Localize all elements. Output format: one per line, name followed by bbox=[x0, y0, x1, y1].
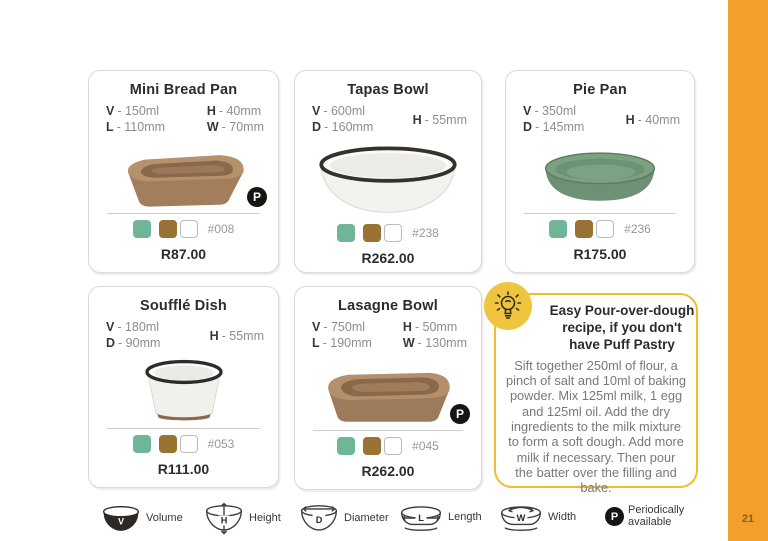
spec-volume: V - 180ml bbox=[106, 320, 160, 334]
product-code: #008 bbox=[207, 222, 235, 236]
legend-height bbox=[203, 501, 281, 537]
spec-width: W - 70mm bbox=[206, 120, 264, 134]
color-swatch-teal bbox=[133, 435, 151, 453]
svg-text:D: D bbox=[315, 515, 323, 526]
product-title: Lasagne Bowl bbox=[338, 298, 438, 314]
product-specs bbox=[295, 314, 481, 352]
periodically-available-badge: P bbox=[450, 404, 470, 424]
spec-length: L - 190mm bbox=[312, 336, 372, 350]
height-icon bbox=[203, 501, 245, 537]
color-swatch-white bbox=[180, 220, 198, 238]
lightbulb-icon bbox=[484, 282, 532, 330]
color-swatch-teal bbox=[549, 220, 567, 238]
legend-label: Height bbox=[249, 512, 281, 525]
product-image-souffle-dish bbox=[89, 352, 278, 428]
color-swatch-white bbox=[180, 435, 198, 453]
recipe-tip-box bbox=[494, 293, 698, 496]
legend-label: Volume bbox=[146, 512, 183, 525]
spec-diameter: D - 145mm bbox=[523, 120, 585, 134]
product-title: Soufflé Dish bbox=[140, 298, 227, 314]
width-icon bbox=[498, 501, 544, 535]
spec-width: W - 130mm bbox=[402, 336, 467, 350]
svg-text:V: V bbox=[117, 516, 125, 527]
product-card-tapas-bowl bbox=[294, 70, 482, 273]
product-image-pie-pan bbox=[506, 136, 694, 213]
swatch-row bbox=[295, 218, 481, 244]
color-swatch-teal bbox=[337, 224, 355, 242]
product-title: Pie Pan bbox=[573, 82, 627, 98]
spec-height: H - 40mm bbox=[625, 112, 680, 127]
color-swatch-white bbox=[384, 224, 402, 242]
legend-periodically-available bbox=[605, 505, 700, 528]
legend-label: Length bbox=[448, 511, 482, 524]
product-code: #238 bbox=[412, 226, 439, 240]
spec-diameter: D - 160mm bbox=[312, 120, 374, 134]
legend-width bbox=[498, 501, 576, 535]
svg-text:H: H bbox=[220, 515, 228, 526]
spec-height: H - 40mm bbox=[206, 104, 262, 118]
product-image-bread-pan bbox=[89, 136, 278, 213]
spec-length: L - 110mm bbox=[106, 120, 166, 134]
product-card-mini-bread-pan bbox=[88, 70, 279, 273]
swatch-row bbox=[89, 214, 278, 240]
product-price: R175.00 bbox=[573, 246, 627, 262]
color-swatch-brown bbox=[159, 435, 177, 453]
product-price: R111.00 bbox=[157, 461, 210, 477]
product-price: R262.00 bbox=[361, 250, 415, 266]
product-card-souffle-dish bbox=[88, 286, 279, 488]
legend-length bbox=[398, 501, 482, 535]
product-price: R262.00 bbox=[361, 463, 415, 479]
periodically-available-icon: P bbox=[605, 507, 624, 526]
product-code: #053 bbox=[207, 437, 235, 451]
product-card-lasagne-bowl bbox=[294, 286, 482, 490]
spec-volume: V - 600ml bbox=[312, 104, 366, 118]
color-swatch-brown bbox=[159, 220, 177, 238]
product-code: #236 bbox=[624, 222, 651, 236]
product-specs bbox=[295, 98, 481, 136]
spec-diameter: D - 90mm bbox=[106, 336, 161, 350]
color-swatch-white bbox=[384, 437, 402, 455]
tip-body: Sift together 250ml of flour, a pinch of salt and 10ml of baking powder. Mix 125ml milk, 1 egg and 125ml oil. Add the dry ingredients to the milk mixture to form a soft dough. Add more milk if necessary. Then pour the batter over the filling and bake. bbox=[506, 357, 686, 496]
spec-volume: V - 150ml bbox=[106, 104, 160, 118]
color-swatch-brown bbox=[363, 437, 381, 455]
product-specs bbox=[506, 98, 694, 136]
product-code: #045 bbox=[412, 439, 439, 453]
tip-title: Easy Pour-over-dough recipe, if you don't have Puff Pastry bbox=[549, 303, 695, 352]
legend-volume bbox=[100, 501, 183, 537]
page-number: 21 bbox=[741, 513, 755, 525]
diameter-icon bbox=[298, 501, 340, 537]
color-swatch-teal bbox=[133, 220, 151, 238]
periodically-available-badge: P bbox=[247, 187, 267, 207]
color-swatch-white bbox=[596, 220, 614, 238]
spec-height: H - 55mm bbox=[412, 112, 467, 127]
legend-label: Periodically available bbox=[628, 504, 685, 528]
swatch-row bbox=[89, 429, 278, 455]
spec-volume: V - 750ml bbox=[312, 320, 366, 334]
product-card-pie-pan bbox=[505, 70, 695, 273]
product-price: R87.00 bbox=[160, 246, 207, 262]
color-swatch-brown bbox=[575, 220, 593, 238]
color-swatch-brown bbox=[363, 224, 381, 242]
legend-label: Width bbox=[548, 511, 577, 524]
spec-height: H - 50mm bbox=[402, 320, 458, 334]
spec-height: H - 55mm bbox=[209, 328, 264, 343]
product-image-tapas-bowl bbox=[295, 136, 481, 218]
product-title: Mini Bread Pan bbox=[129, 82, 238, 98]
length-icon bbox=[398, 501, 444, 535]
legend-label: Diameter bbox=[344, 512, 389, 525]
svg-text:L: L bbox=[418, 513, 424, 524]
volume-icon bbox=[100, 501, 142, 537]
product-specs bbox=[89, 98, 278, 136]
product-title: Tapas Bowl bbox=[347, 82, 429, 98]
swatch-row bbox=[506, 214, 694, 240]
legend-diameter bbox=[298, 501, 389, 537]
svg-text:W: W bbox=[516, 513, 526, 524]
color-swatch-teal bbox=[337, 437, 355, 455]
spec-volume: V - 350ml bbox=[523, 104, 577, 118]
page-edge-stripe bbox=[728, 0, 768, 541]
swatch-row bbox=[295, 431, 481, 457]
product-specs bbox=[89, 314, 278, 352]
product-image-lasagne-bowl bbox=[295, 352, 481, 430]
